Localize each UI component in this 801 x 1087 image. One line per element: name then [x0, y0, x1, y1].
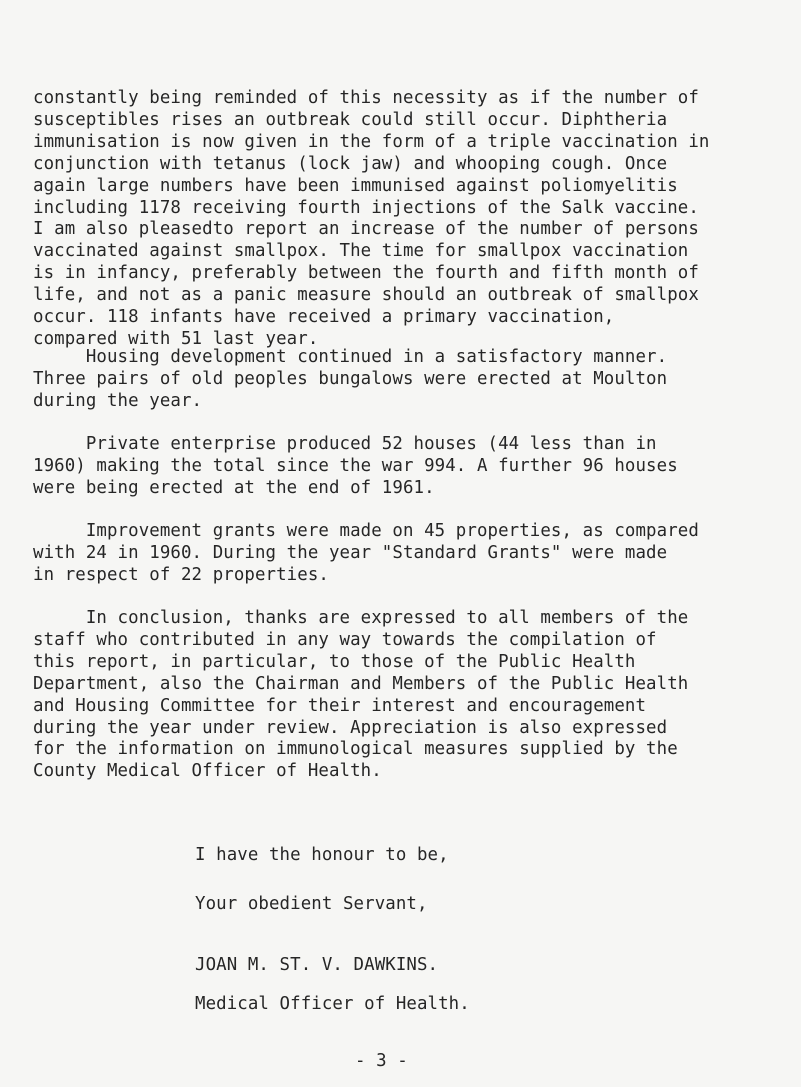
- text-line: life, and not as a panic measure should an outbreak of smallpox: [33, 285, 699, 306]
- text-line: constantly being reminded of this necessity as if the number of: [33, 88, 699, 108]
- text-line: 1960) making the total since the war 994. A further 96 houses: [33, 455, 678, 476]
- text-line: Housing development continued in a satisfactory manner.: [33, 347, 668, 367]
- text-line: Three pairs of old peoples bungalows were erected at Moulton: [33, 368, 668, 389]
- signatory-title: Medical Officer of Health.: [195, 994, 470, 1014]
- text-line: conjunction with tetanus (lock jaw) and whooping cough. Once: [33, 153, 668, 174]
- text-line: again large numbers have been immunised against poliomyelitis: [33, 175, 678, 196]
- text-line: compared with 51 last year.: [33, 328, 319, 349]
- paragraph-immunisation: [33, 88, 783, 351]
- text-line: during the year under review. Appreciation is also expressed: [33, 717, 668, 738]
- paragraph-housing: [33, 347, 783, 413]
- text-line: during the year.: [33, 390, 203, 411]
- text-line: and Housing Committee for their interest and encouragement: [33, 695, 647, 716]
- paragraph-improvement-grants: [33, 521, 783, 587]
- text-line: staff who contributed in any way towards the compilation of: [33, 629, 657, 650]
- text-line: in respect of 22 properties.: [33, 564, 329, 585]
- text-line: susceptibles rises an outbreak could still occur. Diphtheria: [33, 109, 668, 130]
- text-line: In conclusion, thanks are expressed to all members of the: [33, 608, 689, 628]
- text-line: Improvement grants were made on 45 properties, as compared: [33, 521, 699, 541]
- text-line: with 24 in 1960. During the year "Standard Grants" were made: [33, 542, 668, 563]
- text-line: occur. 118 infants have received a primary vaccination,: [33, 307, 615, 328]
- text-line: Private enterprise produced 52 houses (44 less than in: [33, 434, 657, 454]
- text-line: I am also pleasedto report an increase of the number of persons: [33, 219, 699, 240]
- signatory-name: JOAN M. ST. V. DAWKINS.: [195, 955, 439, 975]
- text-line: County Medical Officer of Health.: [33, 761, 382, 782]
- paragraph-private-enterprise: [33, 434, 783, 500]
- text-line: vaccinated against smallpox. The time for smallpox vaccination: [33, 241, 689, 262]
- text-line: this report, in particular, to those of the Public Health: [33, 651, 636, 672]
- text-line: for the information on immunological measures supplied by the: [33, 739, 678, 760]
- text-line: Department, also the Chairman and Members of the Public Health: [33, 673, 689, 694]
- text-line: immunisation is now given in the form of a triple vaccination in: [33, 131, 710, 152]
- text-line: were being erected at the end of 1961.: [33, 477, 435, 498]
- valediction-line: Your obedient Servant,: [195, 894, 428, 914]
- paragraph-conclusion: [33, 608, 783, 783]
- text-line: including 1178 receiving fourth injections of the Salk vaccine.: [33, 197, 699, 218]
- page-number: - 3 -: [355, 1051, 408, 1071]
- text-line: is in infancy, preferably between the fourth and fifth month of: [33, 263, 699, 284]
- closing-line: I have the honour to be,: [195, 845, 449, 865]
